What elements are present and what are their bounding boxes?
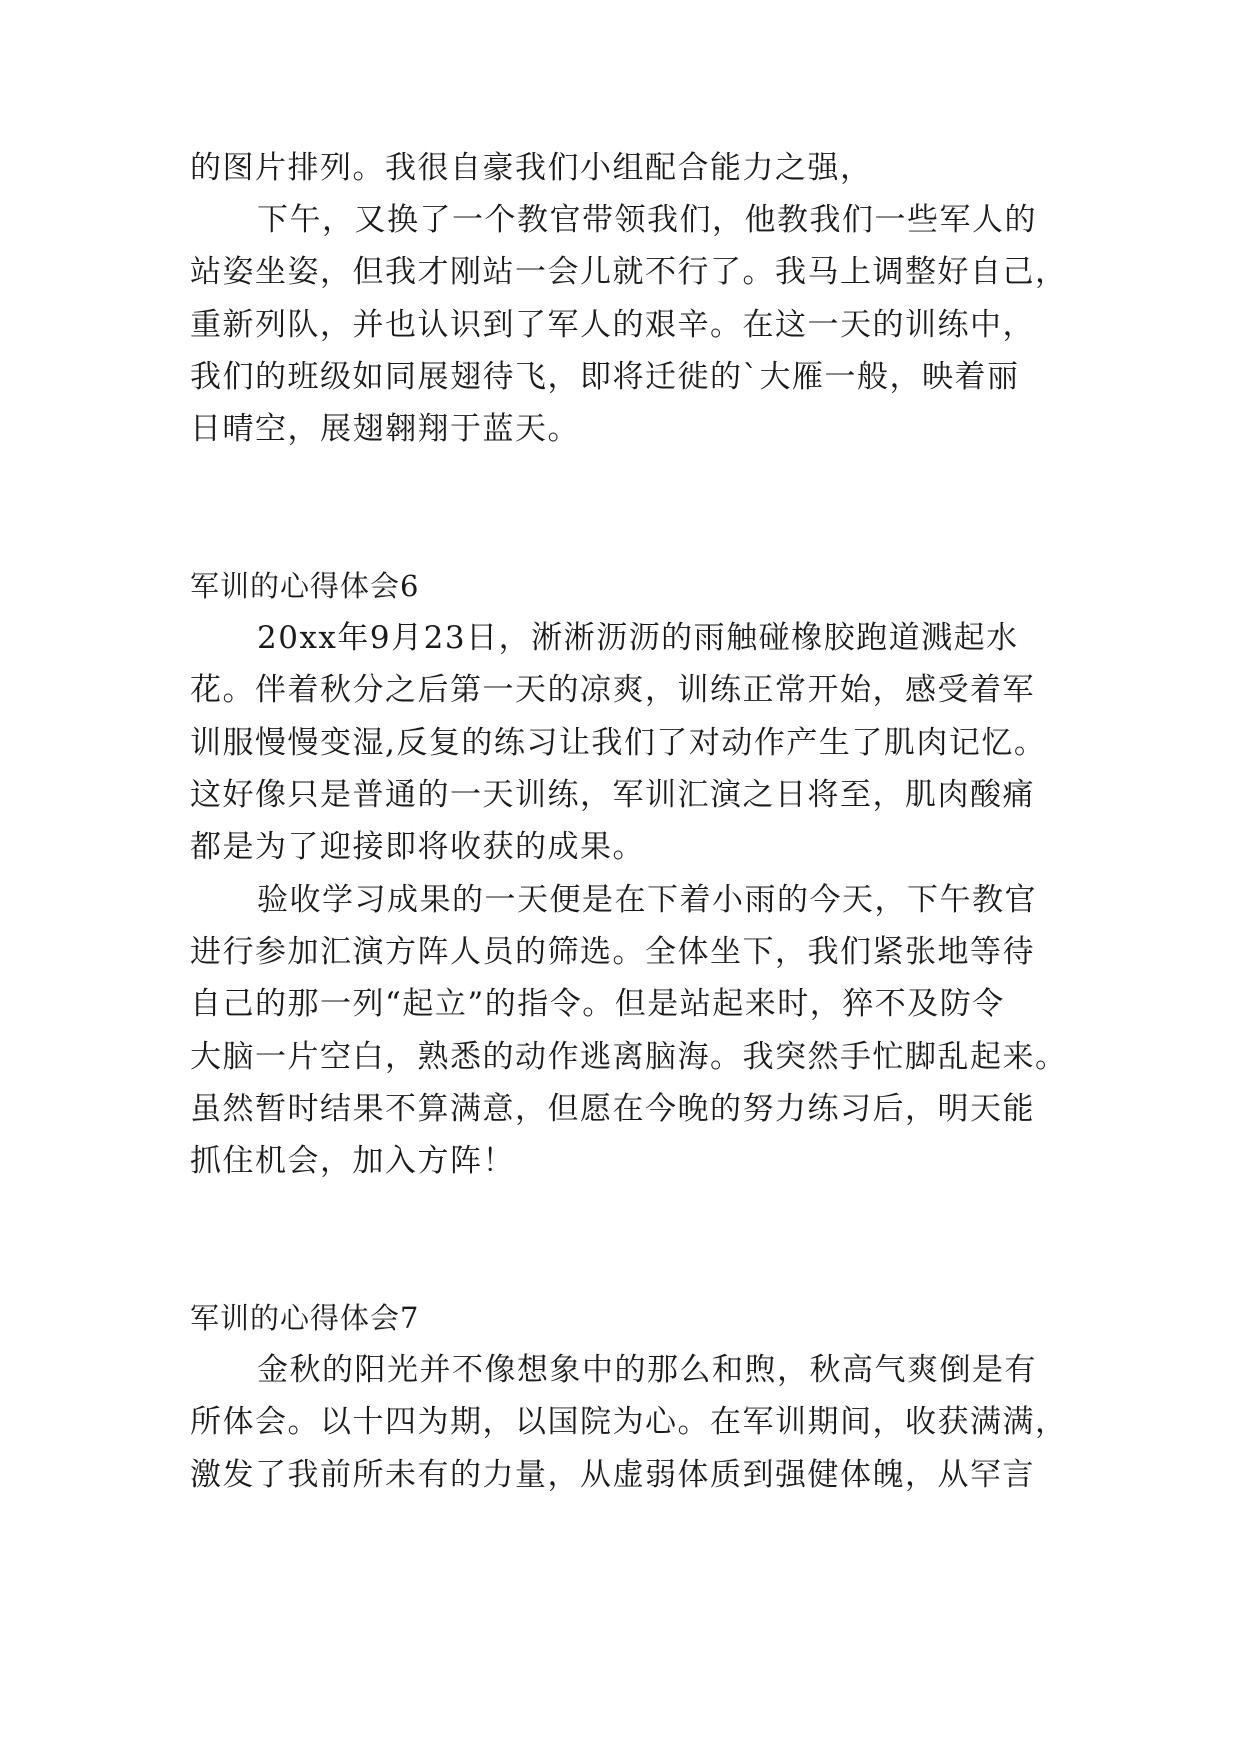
paragraph-line: 金秋的阳光并不像想象中的那么和煦，秋高气爽倒是有 xyxy=(257,1352,1037,1388)
paragraph-line: 验收学习成果的一天便是在下着小雨的今天，下午教官 xyxy=(257,882,1037,918)
paragraph-line: 进行参加汇演方阵人员的筛选。全体坐下，我们紧张地等待 xyxy=(190,934,1035,970)
paragraph-line: 训服慢慢变湿,反复的练习让我们了对动作产生了肌肉记忆。 xyxy=(190,725,1047,761)
paragraph-line: 20xx年9月23日，淅淅沥沥的雨触碰橡胶跑道溅起水 xyxy=(257,620,1019,656)
paragraph-line: 抓住机会，加入方阵！ xyxy=(190,1143,515,1179)
paragraph-line: 都是为了迎接即将收获的成果。 xyxy=(190,829,645,865)
paragraph-line: 大脑一片空白，熟悉的动作逃离脑海。我突然手忙脚乱起来。 xyxy=(190,1039,1068,1075)
paragraph-line: 这好像只是普通的一天训练，军训汇演之日将至，肌肉酸痛 xyxy=(190,777,1035,813)
paragraph-line: 自己的那一列“起立”的指令。但是站起来时，猝不及防令 xyxy=(190,986,1005,1022)
section-heading: 军训的心得体会7 xyxy=(190,1301,420,1335)
section-heading: 军训的心得体会6 xyxy=(190,569,420,603)
paragraph-line: 重新列队，并也认识到了军人的艰辛。在这一天的训练中， xyxy=(190,307,1035,343)
paragraph-line: 下午，又换了一个教官带领我们，他教我们一些军人的 xyxy=(257,202,1037,238)
paragraph-line: 的图片排列。我很自豪我们小组配合能力之强， xyxy=(190,150,873,186)
paragraph-line: 虽然暂时结果不算满意，但愿在今晚的努力练习后，明天能 xyxy=(190,1091,1035,1127)
paragraph-line: 激发了我前所未有的力量，从虚弱体质到强健体魄，从罕言 xyxy=(190,1457,1035,1493)
paragraph-line: 日晴空，展翅翱翔于蓝天。 xyxy=(190,411,580,447)
paragraph-line: 站姿坐姿，但我才刚站一会儿就不行了。我马上调整好自己， xyxy=(190,254,1068,290)
paragraph-line: 所体会。以十四为期，以国院为心。在军训期间，收获满满， xyxy=(190,1404,1068,1440)
paragraph-line: 我们的班级如同展翅待飞，即将迁徙的`大雁一般，映着丽 xyxy=(190,359,1020,395)
paragraph-line: 花。伴着秋分之后第一天的凉爽，训练正常开始，感受着军 xyxy=(190,672,1035,708)
